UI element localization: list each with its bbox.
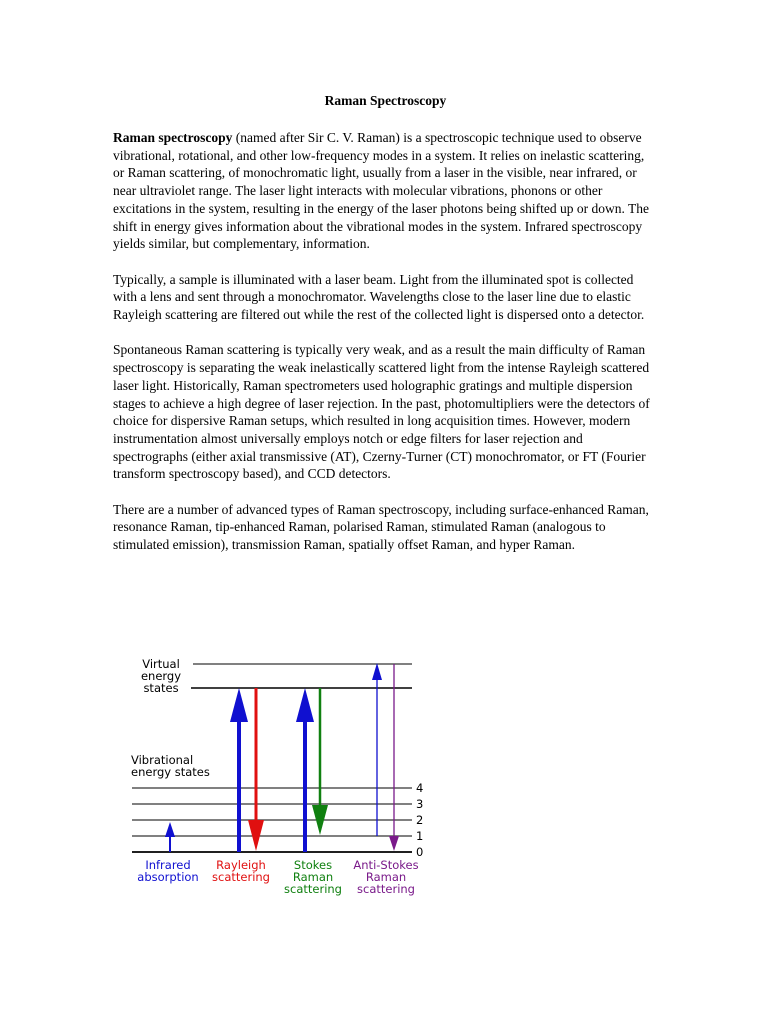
label-stokes-2: Raman <box>292 870 334 884</box>
level-number-1: 1 <box>416 829 424 843</box>
level-number-3: 3 <box>416 797 424 811</box>
label-rayleigh-2: scattering <box>212 870 270 884</box>
paragraph-2: Typically, a sample is illuminated with a laser beam. Light from the illuminated spot is collected with a lens and sent through a monochromator. Wavelengths close to the laser line due to elastic Rayleigh scattering are filtered out while the rest of the collected light is dispersed onto a detector. <box>113 271 645 323</box>
level-number-4: 4 <box>416 781 424 795</box>
paragraph-4: There are a number of advanced types of Raman spectroscopy, including surface-enhanced Raman, resonance Raman, tip-enhanced Raman, polarised Raman, stimulated Raman (analogous to stimulated emission), transmission Raman, spatially offset Raman, and hyper Raman. <box>113 501 649 553</box>
label-anti-stokes-1: Anti-Stokes <box>353 858 419 872</box>
document-title: Raman Spectroscopy <box>324 93 447 108</box>
virtual-label-line-3: states <box>143 681 179 695</box>
lead-term: Raman spectroscopy <box>113 130 233 145</box>
paragraph-3: Spontaneous Raman scattering is typically very weak, and as a result the main difficulty of Raman spectroscopy is separating the weak inelastically scattered light from the intense Rayleigh scattered laser light. Historically, Raman spectrometers used holographic gratings and multiple dispersion stages to achieve a high degree of laser rejection. In the past, photomultipliers were the detectors of choice for dispersive Raman setups, which resulted in long acquisition times. However, modern instrumentation almost universally employs notch or edge filters for laser rejection and spectrographs (either axial transmissive (AT), Czerny-Turner (CT) monochromator, or FT (Fourier transform spectroscopy based), and CCD detectors. <box>113 342 650 482</box>
label-stokes-1: Stokes <box>293 858 333 872</box>
vibrational-label-line-2: energy states <box>131 765 210 779</box>
label-stokes-3: scattering <box>284 882 342 896</box>
vibrational-label-line-1: Vibrational <box>131 753 194 767</box>
document-page <box>113 92 658 572</box>
label-infrared-1: Infrared <box>145 858 191 872</box>
label-anti-stokes-3: scattering <box>357 882 415 896</box>
label-rayleigh-1: Rayleigh <box>216 858 266 872</box>
infrared-arrow <box>165 822 175 852</box>
paragraph-1 <box>113 129 658 253</box>
stokes-excitation-arrow <box>296 688 314 852</box>
rayleigh-excitation-arrow <box>230 688 248 852</box>
virtual-label-line-2: energy <box>140 669 182 683</box>
anti-stokes-excitation-arrow <box>372 663 382 836</box>
paragraph-1-text: (named after Sir C. V. Raman) is a spectroscopic technique used to observe vibrational, rotational, and other low-frequency modes in a system. It relies on inelastic scattering, or Raman scattering, of monochromatic light, usually from a laser in the visible, near infrared, or near ultraviolet range. The laser light interacts with molecular vibrations, phonons or other excitations in the system, resulting in the energy of the laser photons being shifted up or down. The shift in energy gives information about the vibrational modes in the system. Infrared spectroscopy yields similar, but complementary, information. <box>113 130 650 252</box>
level-number-2: 2 <box>416 813 424 827</box>
virtual-label-line-1: Virtual <box>142 657 180 671</box>
anti-stokes-emission-arrow <box>389 664 399 851</box>
level-number-0: 0 <box>416 845 424 859</box>
energy-level-diagram <box>113 650 433 905</box>
stokes-emission-arrow <box>312 688 328 835</box>
label-infrared-2: absorption <box>137 870 199 884</box>
rayleigh-emission-arrow <box>248 688 264 851</box>
label-anti-stokes-2: Raman <box>365 870 407 884</box>
